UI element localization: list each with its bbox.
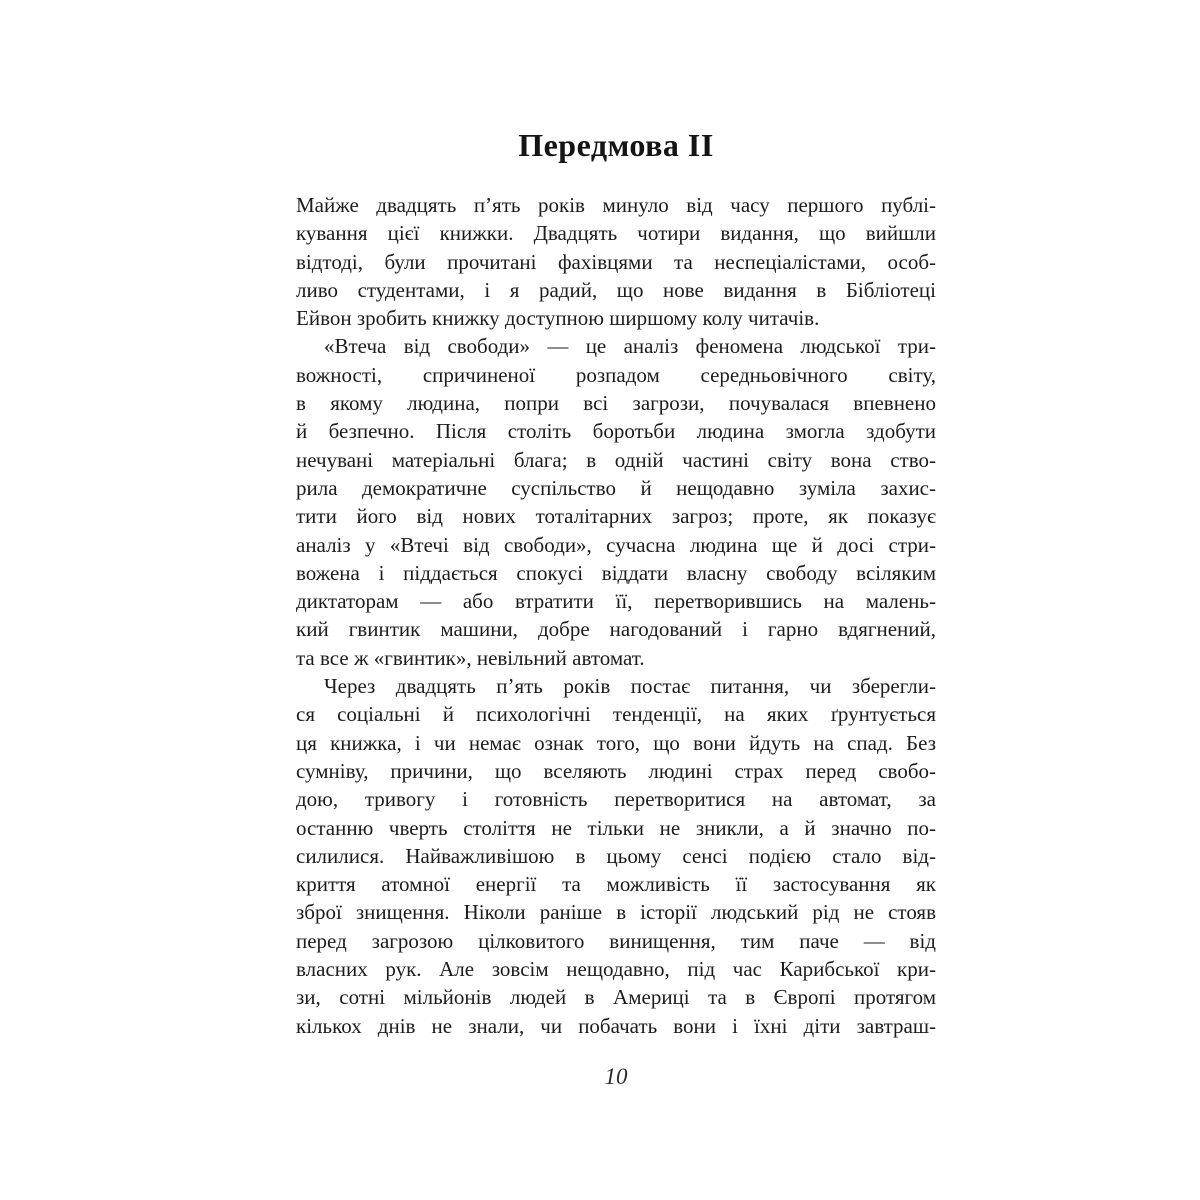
text-line: відтоді, були прочитані фахівцями та неспеціалістами, особ-: [296, 249, 936, 274]
text-line: останню чверть століття не тільки не зникли, а й значно по-: [296, 815, 936, 840]
text-line: аналіз у «Втечі від свободи», сучасна людина ще й досі стри-: [296, 532, 936, 557]
paragraph: [296, 191, 936, 332]
text-line: силилися. Найважливішою в цьому сенсі подією стало від-: [296, 843, 936, 868]
text-line: ся соціальні й психологічні тенденції, на яких ґрунтується: [296, 702, 936, 727]
text-line: нечувані матеріальні блага; в одній частині світу вона ство-: [296, 447, 936, 472]
paragraph: [296, 332, 936, 672]
text-line: Ейвон зробить книжку доступною ширшому колу читачів.: [296, 306, 820, 331]
text-line: та все ж «гвинтик», невільний автомат.: [296, 645, 645, 670]
body-text-block: [296, 191, 936, 1040]
text-line: тити його від нових тоталітарних загроз; проте, як показує: [296, 504, 936, 529]
text-line: Через двадцять п’ять років постає питання, чи зберегли-: [324, 674, 936, 699]
text-line: дою, тривогу і готовність перетворитися на автомат, за: [296, 787, 936, 812]
text-line: зброї знищення. Ніколи раніше в історії людський рід не стояв: [296, 900, 936, 925]
text-line: вожності, спричиненої розпадом середньовічного світу,: [296, 362, 936, 387]
chapter-title: Передмова II: [518, 127, 714, 163]
text-line: зи, сотні мільйонів людей в Америці та в Європі протягом: [296, 985, 936, 1010]
text-line: ця книжка, і чи немає ознак того, що вони йдуть на спад. Без: [296, 730, 936, 755]
text-line: кий гвинтик машини, добре нагодований і гарно вдягнений,: [296, 617, 936, 642]
text-line: сумніву, причини, що вселяють людині страх перед свобо-: [296, 758, 936, 783]
text-line: в якому людина, попри всі загрози, почувалася впевнено: [296, 391, 936, 416]
text-line: кування цієї книжки. Двадцять чотири видання, що вийшли: [296, 221, 936, 246]
text-line: й безпечно. Після століть боротьби людина змогла здобути: [296, 419, 936, 444]
page-number: 10: [604, 1064, 628, 1089]
text-line: «Втеча від свободи» — це аналіз феномена людської три-: [324, 334, 936, 359]
text-line: криття атомної енергії та можливість її застосування як: [296, 872, 936, 897]
text-line: рила демократичне суспільство й нещодавно зуміла захис-: [296, 475, 936, 500]
text-line: кількох днів не знали, чи побачать вони і їхні діти завтраш-: [296, 1013, 936, 1038]
text-line: перед загрозою цілковитого винищення, тим паче — від: [296, 928, 936, 953]
text-line: ливо студентами, і я радий, що нове видання в Бібліотеці: [296, 277, 936, 302]
text-line: вожена і піддається спокусі віддати власну свободу всіляким: [296, 560, 936, 585]
text-line: Майже двадцять п’ять років минуло від часу першого публі-: [296, 193, 936, 217]
paragraph: [296, 672, 936, 1040]
text-line: диктаторам — або втратити її, перетворившись на малень-: [296, 589, 936, 614]
text-line: власних рук. Але зовсім нещодавно, під час Карибської кри-: [296, 957, 936, 982]
